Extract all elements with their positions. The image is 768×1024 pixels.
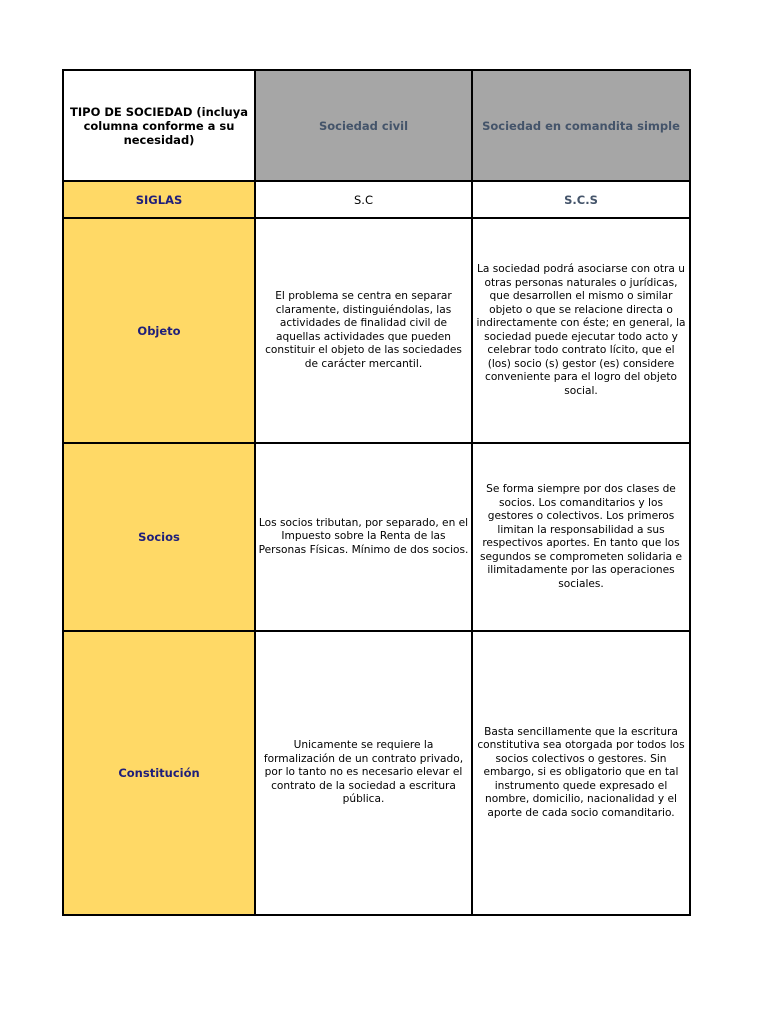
row-label-objeto: Objeto xyxy=(63,218,255,443)
cell-socios-civil: Los socios tributan, por separado, en el Impuesto sobre la Renta de las Personas Físicas. Mínimo de dos socios. xyxy=(255,443,472,631)
table-row-siglas xyxy=(63,181,690,218)
row-label-constitucion: Constitución xyxy=(63,631,255,915)
cell-socios-comandita: Se forma siempre por dos clases de socios. Los comanditarios y los gestores o colectivos. Los primeros limitan la responsabilidad a sus respectivos aportes. En tanto que los segundos se comprometen solidaria e ilimitadamente por las operaciones sociales. xyxy=(472,443,690,631)
row-label-socios: Socios xyxy=(63,443,255,631)
corner-header-cell: TIPO DE SOCIEDAD (incluya columna conforme a su necesidad) xyxy=(63,70,255,181)
cell-objeto-civil: El problema se centra en separar claramente, distinguiéndolas, las actividades de finalidad civil de aquellas actividades que pueden constituir el objeto de las sociedades de carácter mercantil. xyxy=(255,218,472,443)
table-header-row xyxy=(63,70,690,181)
cell-constitucion-civil: Unicamente se requiere la formalización de un contrato privado, por lo tanto no es necesario elevar el contrato de la sociedad a escritura pública. xyxy=(255,631,472,915)
row-label-siglas: SIGLAS xyxy=(63,181,255,218)
column-header-sociedad-comandita-simple: Sociedad en comandita simple xyxy=(472,70,690,181)
cell-objeto-comandita: La sociedad podrá asociarse con otra u otras personas naturales o jurídicas, que desarrollen el mismo o similar objeto o que se relacione directa o indirectamente con éste; en general, la sociedad puede ejecutar todo acto y celebrar todo contrato lícito, que el (los) socio (s) gestor (es) considere conveniente para el logro del objeto social. xyxy=(472,218,690,443)
cell-constitucion-comandita: Basta sencillamente que la escritura constitutiva sea otorgada por todos los socios colectivos o gestores. Sin embargo, si es obligatorio que en tal instrumento quede expresado el nombre, domicilio, nacionalidad y el aporte de cada socio comanditario. xyxy=(472,631,690,915)
comparison-table xyxy=(62,69,691,916)
table-row-constitucion xyxy=(63,631,690,915)
table-row-socios xyxy=(63,443,690,631)
table-row-objeto xyxy=(63,218,690,443)
cell-siglas-comandita: S.C.S xyxy=(472,181,690,218)
column-header-sociedad-civil: Sociedad civil xyxy=(255,70,472,181)
cell-siglas-civil: S.C xyxy=(255,181,472,218)
